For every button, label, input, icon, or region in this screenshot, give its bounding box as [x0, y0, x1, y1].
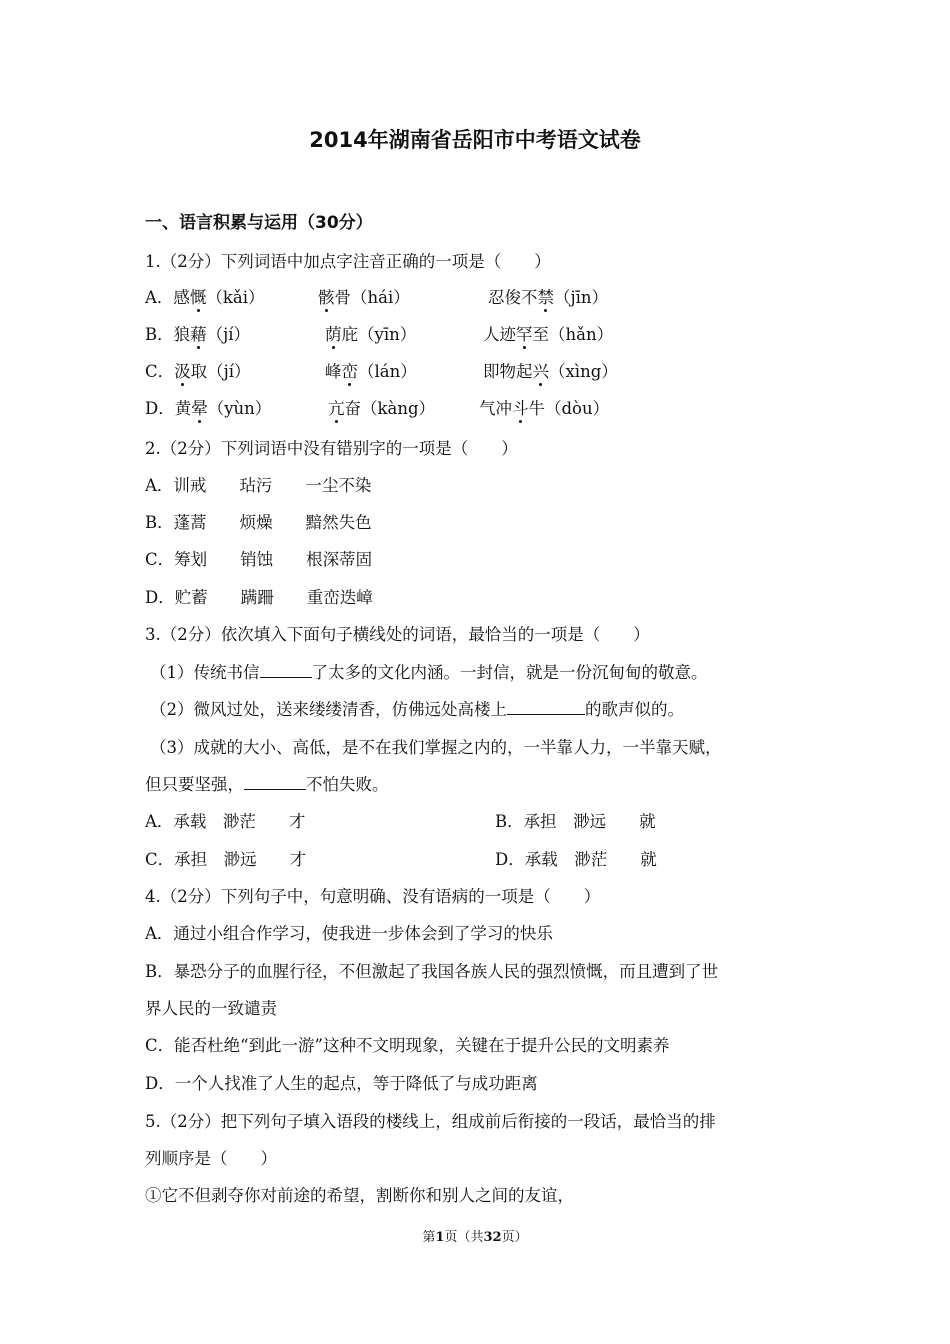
fill-blank — [507, 698, 585, 715]
dotted-char: 汲 — [174, 358, 191, 382]
dotted-char: 荫 — [325, 321, 342, 345]
q3-option-b: B．承担 渺远 就 — [495, 812, 656, 831]
q2-option-d: D．贮蓄 蹒跚 重峦迭嶂 — [145, 588, 373, 607]
q3-sentence-3-cont: 但只要坚强， 不怕失败。 — [145, 775, 389, 794]
fill-blank — [260, 661, 312, 678]
q2-option-b: B．蓬蒿 烦燥 黯然失色 — [145, 513, 372, 532]
q3-option-a: A．承载 渺茫 才 — [145, 812, 306, 831]
option-label: B． — [145, 325, 174, 344]
q1-stem: 1.（2分）下列词语中加点字注音正确的一项是（ ） — [145, 252, 551, 271]
dotted-char: 晕 — [191, 395, 208, 419]
section-heading: 一、语言积累与运用（30分） — [145, 213, 373, 233]
q1-a-word2: 骸骨（hái） — [318, 284, 410, 308]
q4-option-b-cont: 界人民的一致谴责 — [145, 999, 277, 1018]
q2-stem: 2.（2分）下列词语中没有错别字的一项是（ ） — [145, 439, 518, 458]
dotted-char: 骸 — [318, 284, 335, 308]
dotted-char: 峦 — [342, 358, 359, 382]
dotted-char: 禁 — [538, 284, 555, 308]
q1-option-d: D．黄晕（yùn） — [145, 395, 271, 419]
q2-option-a: A．训戒 玷污 一尘不染 — [145, 476, 372, 495]
page-footer: 第1页（共32页） — [422, 1230, 528, 1245]
q1-a-word3: 忍俊不禁（jīn） — [488, 284, 608, 308]
option-label: D． — [145, 399, 175, 418]
q1-c-word2: 峰峦（lán） — [325, 358, 417, 382]
dotted-char: 亢 — [328, 395, 345, 419]
q1-d-word2: 亢奋（kàng） — [328, 395, 435, 419]
dotted-char: 斗 — [512, 395, 529, 419]
fill-blank — [244, 773, 306, 790]
q5-stem-cont: 列顺序是（ ） — [145, 1149, 277, 1168]
q2-option-c: C．筹划 销蚀 根深蒂固 — [145, 550, 373, 569]
q3-sentence-2: （2）微风过处，送来缕缕清香，仿佛远处高楼上 的歌声似的。 — [150, 700, 684, 719]
q4-option-a: A．通过小组合作学习，使我进一步体会到了学习的快乐 — [145, 924, 553, 943]
dotted-char: 罕 — [516, 321, 533, 345]
q1-d-word3: 气冲斗牛（dòu） — [479, 395, 609, 419]
page-title: 2014年湖南省岳阳市中考语文试卷 — [309, 128, 641, 152]
option-label: A． — [145, 288, 174, 307]
q3-sentence-3: （3）成就的大小、高低，是不在我们掌握之内的，一半靠人力，一半靠天赋， — [150, 738, 722, 757]
q4-stem: 4.（2分）下列句子中，句意明确、没有语病的一项是（ ） — [145, 887, 601, 906]
q1-b-word2: 荫庇（yīn） — [325, 321, 416, 345]
q5-stem: 5.（2分）把下列句子填入语段的楼线上，组成前后衔接的一段话，最恰当的排 — [145, 1112, 716, 1131]
q1-b-word3: 人迹罕至（hǎn） — [483, 321, 613, 345]
dotted-char: 兴 — [533, 358, 550, 382]
q1-option-b: B．狼藉（jí） — [145, 321, 250, 345]
dotted-char: 藉 — [190, 321, 207, 345]
q1-c-word3: 即物起兴（xìng） — [483, 358, 618, 382]
q1-option-a: A．感慨（kǎi） — [145, 284, 265, 308]
q1-option-c: C．汲取（jí） — [145, 358, 251, 382]
q4-option-b: B．暴恐分子的血腥行径，不但激起了我国各族人民的强烈愤慨，而且遭到了世 — [145, 962, 719, 981]
option-label: C． — [145, 362, 175, 381]
q5-sentence-1: ①它不但剥夺你对前途的希望，割断你和别人之间的友谊， — [145, 1186, 574, 1205]
page-total: 32 — [483, 1230, 502, 1245]
q3-stem: 3.（2分）依次填入下面句子横线处的词语，最恰当的一项是（ ） — [145, 625, 650, 644]
q3-option-c: C．承担 渺远 才 — [145, 850, 307, 869]
q4-option-d: D．一个人找准了人生的起点，等于降低了与成功距离 — [145, 1074, 538, 1093]
q4-option-c: C．能否杜绝“到此一游”这种不文明现象，关键在于提升公民的文明素养 — [145, 1036, 670, 1055]
page-number: 1 — [435, 1230, 445, 1245]
dotted-char: 慨 — [190, 284, 207, 308]
q3-sentence-1: （1）传统书信 了太多的文化内涵。一封信，就是一份沉甸甸的敬意。 — [150, 663, 708, 682]
q3-option-d: D．承载 渺茫 就 — [495, 850, 657, 869]
